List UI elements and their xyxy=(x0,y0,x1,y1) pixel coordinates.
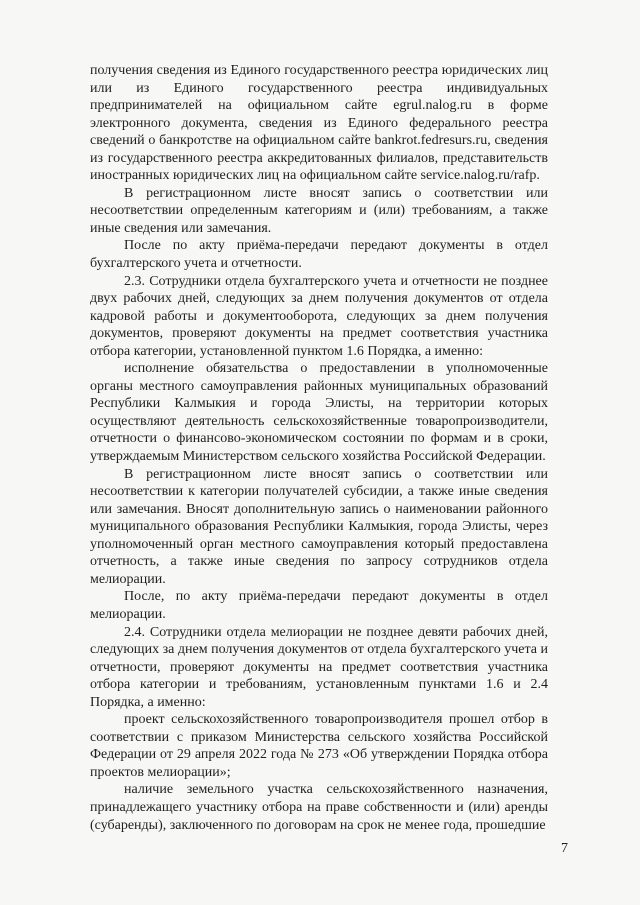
paragraph-5: исполнение обязательства о предоставлении в уполномоченные органы местного самоуправления районных муниципальных образований Республики Калмыкия и города Элисты, на территории которых осуществляют деятельность сельскохозяйственные товаропроизводители, отчетности о финансово-экономическом состоянии по формам и в сроки, утверждаемым Министерством сельского хозяйства Российской Федерации. xyxy=(90,361,548,465)
page-number: 7 xyxy=(561,841,568,856)
paragraph-9: проект сельскохозяйственного товаропроизводителя прошел отбор в соответствии с приказом Министерства сельского хозяйства Российской Федерации от 29 апреля 2022 года № 273 «Об утверждении Порядка отбора проектов мелиорации»; xyxy=(90,712,548,780)
paragraph-4: 2.3. Сотрудники отдела бухгалтерского учета и отчетности не позднее двух рабочих дней, следующих за днем получения документов от отдела кадровой работы и документооборота, следующих за днем получения документов, проверяют документы на предмет соответствия участника отбора категории, установленной пунктом 1.6 Порядка, а именно: xyxy=(90,273,548,359)
paragraph-2: В регистрационном листе вносят запись о соответствии или несоответствии определенным категориям и (или) требованиям, а также иные сведения или замечания. xyxy=(90,185,548,236)
paragraph-6: В регистрационном листе вносят запись о соответствии или несоответствии к категории получателей субсидии, а также иные сведения или замечания. Вносят дополнительную запись о наименовании районного муниципального образования Республики Калмыкия, города Элисты, через уполномоченный орган местного самоуправления который предоставлена отчетность, а также иные сведения по запросу сотрудников отдела мелиорации. xyxy=(90,466,548,587)
paragraph-1: получения сведения из Единого государственного реестра юридических лиц или из Единого государственного реестра индивидуальных предпринимателей на официальном сайте egrul.nalog.ru в форме электронного документа, сведения из Единого федерального реестра сведений о банкротстве на официальном сайте bankrot.fedresurs.ru, сведения из государственного реестра аккредитованных филиалов, представительств иностранных юридических лиц на официальном сайте service.nalog.ru/rafp. xyxy=(90,63,548,184)
paragraph-7: После, по акту приёма-передачи передают документы в отдел мелиорации. xyxy=(90,589,548,622)
paragraph-10: наличие земельного участка сельскохозяйственного назначения, принадлежащего участнику отбора на праве собственности и (или) аренды (субаренды), заключенного по договорам на срок не менее года, прошедшие xyxy=(90,782,548,833)
paragraph-3: После по акту приёма-передачи передают документы в отдел бухгалтерского учета и отчетности. xyxy=(90,238,548,272)
paragraph-8: 2.4. Сотрудники отдела мелиорации не позднее девяти рабочих дней, следующих за днем получения документов от отдела бухгалтерского учета и отчетности, проверяют документы на предмет соответствия участника отбора категории и требованиям, установленным пунктами 1.6 и 2.4 Порядка, а именно: xyxy=(90,624,548,710)
